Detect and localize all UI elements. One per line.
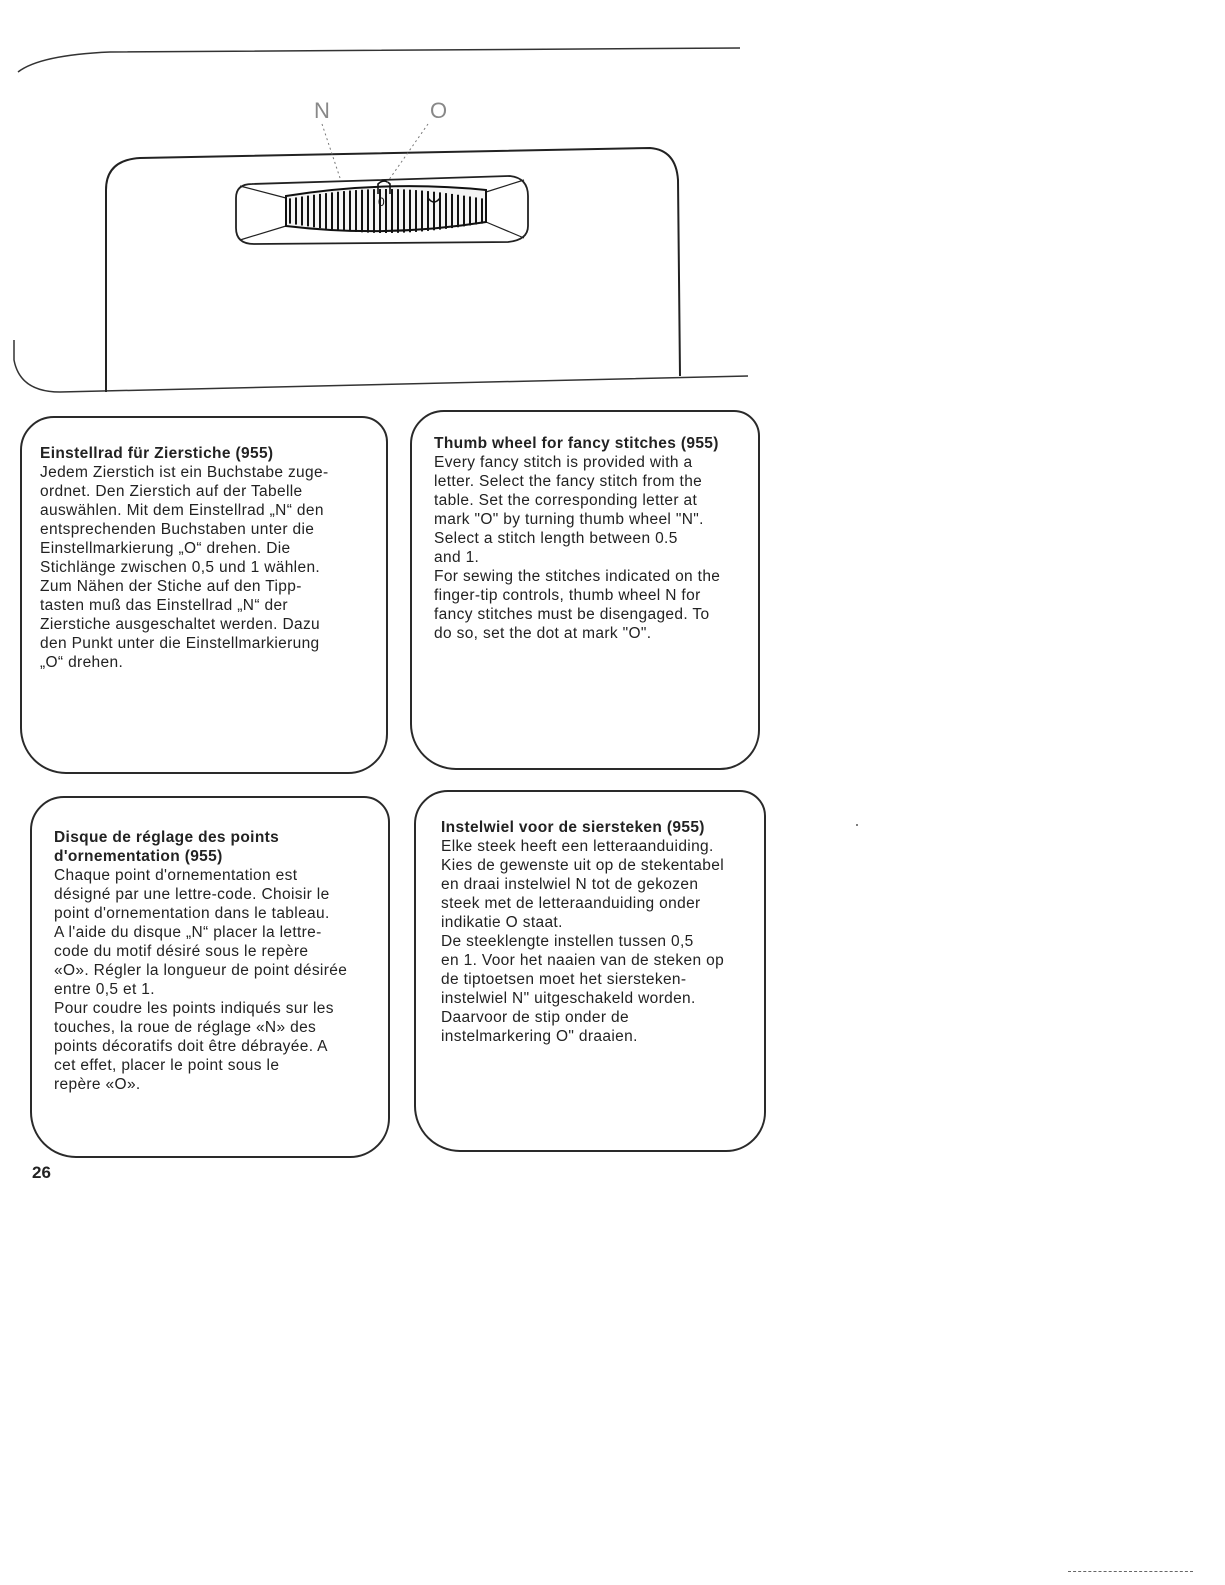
title-german: Einstellrad für Zierstiche (955) [40, 445, 274, 462]
front-panel [106, 148, 680, 392]
title-french: Disque de réglage des points d'ornementation (955) [54, 829, 280, 865]
text-french [54, 828, 384, 1094]
body-english: Every fancy stitch is provided with a letter. Select the fancy stitch from the table. Set the corresponding letter at mark "O" by turning thumb wheel "N". Select a stitch length between 0.5 and 1. For sewing the stitches indicated on the finger-tip controls, thumb wheel N for fancy stitches must be disengaged. To do so, set the dot at mark "O". [434, 454, 721, 642]
machine-outline-lower [14, 340, 748, 392]
scan-artifact-line [1068, 1571, 1193, 1572]
label-n: N [314, 98, 330, 123]
scan-speck [856, 824, 858, 826]
body-french: Chaque point d'ornementation est désigné par une lettre-code. Choisir le point d'ornementation dans le tableau. A l'aide du disque „N“ placer la lettre- code du motif désiré sous le repère «O». Régler la longueur de point désirée entre 0,5 et 1. Pour coudre les points indiqués sur les touches, la roue de réglage «N» des points décoratifs doit être débrayée. A cet effet, placer le point sous le repère «O». [54, 867, 348, 1093]
dial-mark-label: 0 [378, 195, 385, 209]
text-english [434, 434, 756, 643]
n-indicator-line [322, 124, 340, 178]
text-dutch [441, 818, 763, 1046]
text-german [40, 444, 380, 672]
body-dutch: Elke steek heeft een letteraanduiding. Kies de gewenste uit op de stekentabel en draai instelwiel N tot de gekozen steek met de letteraanduiding onder indikatie O staat. De steeklengte instellen tussen 0,5 en 1. Voor het naaien van de steken op de tiptoetsen moet het siersteken- instelwiel N" uitgeschakeld worden. Daarvoor de stip onder de instelmarkering O" draaien. [441, 838, 725, 1045]
machine-outline [18, 48, 740, 72]
title-english: Thumb wheel for fancy stitches (955) [434, 435, 719, 452]
page-number: 26 [32, 1163, 51, 1182]
body-german: Jedem Zierstich ist ein Buchstabe zuge- ordnet. Den Zierstich auf der Tabelle auswählen. Mit dem Einstellrad „N“ den entsprechenden Buchstaben unter die Einstellmarkierung „O“ drehen. Die Stichlänge zwischen 0,5 und 1 wählen. Zum Nähen der Stiche auf den Tipp- tasten muß das Einstellrad „N“ der Zierstiche ausgeschaltet werden. Dazu den Punkt unter die Einstellmarkierung „O“ drehen. [40, 464, 329, 671]
label-o: O [430, 98, 448, 123]
title-dutch: Instelwiel voor de siersteken (955) [441, 819, 705, 836]
thumb-wheel-illustration [0, 0, 1225, 420]
